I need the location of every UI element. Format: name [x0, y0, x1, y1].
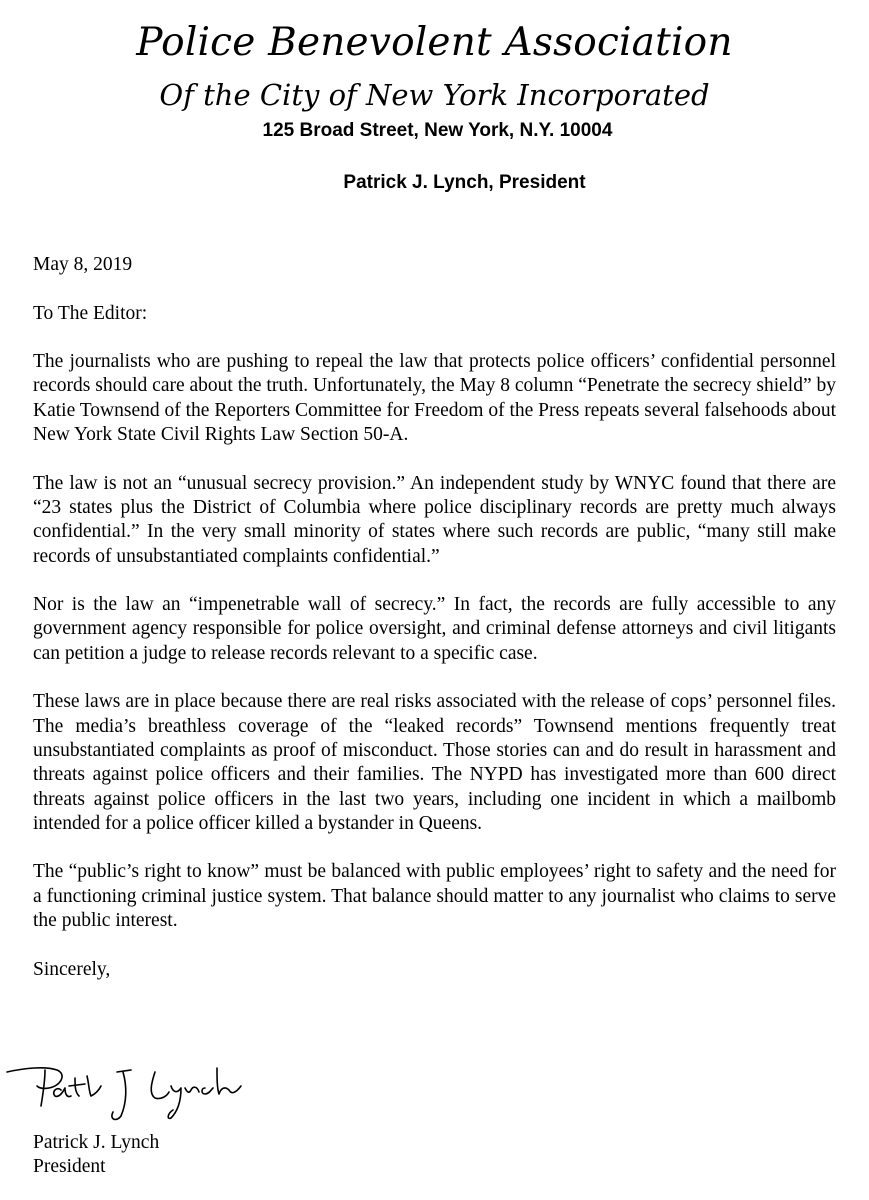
letter-body: [33, 253, 836, 1006]
letter-date: May 8, 2019: [33, 254, 133, 275]
organization-name: Police Benevolent Association: [136, 20, 733, 65]
organization-address: 125 Broad Street, New York, N.Y. 10004: [262, 120, 613, 141]
signer-title: President: [33, 1156, 106, 1177]
paragraph-5: The “public’s right to know” must be balanced with public employees’ right to safety and the need for a functioning criminal justice system. That balance should matter to any journalist who claims to serve the public interest.: [33, 861, 836, 932]
handwritten-signature: [5, 1058, 245, 1128]
salutation: To The Editor:: [33, 302, 148, 324]
paragraph-4: These laws are in place because there are real risks associated with the release of cops’ personnel files. The media’s breathless coverage of the “leaked records” Townsend mentions frequently treat unsubstantiated complaints as proof of misconduct. Those stories can and do result in harassment and threats against police officers and their families. The NYPD has investigated more than 600 direct threats against police officers in the last two years, including one incident in which a mailbomb intended for a police officer killed a bystander in Queens.: [33, 691, 836, 834]
paragraph-1: The journalists who are pushing to repeal the law that protects police officers’ confidential personnel records should care about the truth. Unfortunately, the May 8 column “Penetrate the secrecy shield” by Katie Townsend of the Reporters Committee for Freedom of the Press repeats several falsehoods about New York State Civil Rights Law Section 50-A.: [33, 351, 836, 446]
paragraph-3: Nor is the law an “impenetrable wall of secrecy.” In fact, the records are fully accessible to any government agency responsible for police oversight, and criminal defense attorneys and civil litigants can petition a judge to release records relevant to a specific case.: [33, 594, 836, 664]
president-line: Patrick J. Lynch, President: [343, 172, 586, 193]
paragraph-2: The law is not an “unusual secrecy provision.” An independent study by WNYC found that there are “23 states plus the District of Columbia where police disciplinary records are pretty much always confidential.” In the very small minority of states where such records are public, “many still make records of unsubstantiated complaints confidential.”: [33, 472, 836, 567]
signer-name: Patrick J. Lynch: [33, 1132, 160, 1153]
organization-subtitle: Of the City of New York Incorporated: [159, 78, 710, 112]
closing: Sincerely,: [33, 958, 111, 980]
